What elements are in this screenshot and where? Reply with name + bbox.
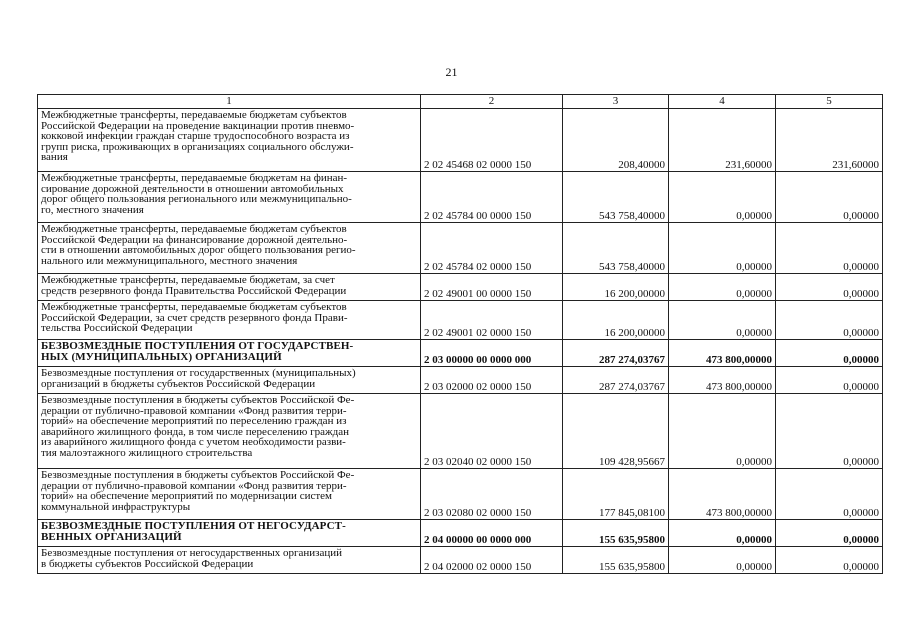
row-description: Межбюджетные трансферты, передаваемые бюджетам субъектов Российской Федерации на финансирование дорожной деятельно- сти в отношении автомобильных дорог общего пользования регио- нального или межмуниципального, местного значения: [38, 223, 421, 274]
row-value-2021: 16 200,00000: [563, 301, 669, 340]
budget-table: [37, 94, 883, 574]
table-row: [38, 469, 883, 520]
table-row: [38, 367, 883, 394]
row-value-2022: 0,00000: [669, 547, 776, 574]
row-description: Межбюджетные трансферты, передаваемые бюджетам, за счет средств резервного фонда Правительства Российской Федерации: [38, 274, 421, 301]
row-value-2021: 16 200,00000: [563, 274, 669, 301]
column-header: 3: [563, 95, 669, 109]
column-header: 5: [776, 95, 883, 109]
row-value-2022: 0,00000: [669, 172, 776, 223]
row-value-2023: 0,00000: [776, 301, 883, 340]
row-value-2021: 155 635,95800: [563, 520, 669, 547]
row-value-2021: 109 428,95667: [563, 394, 669, 469]
row-value-2021: 177 845,08100: [563, 469, 669, 520]
row-code: 2 03 00000 00 0000 000: [421, 340, 563, 367]
column-header: 4: [669, 95, 776, 109]
row-value-2023: 0,00000: [776, 172, 883, 223]
row-value-2021: 287 274,03767: [563, 340, 669, 367]
row-value-2023: 0,00000: [776, 340, 883, 367]
row-code: 2 03 02080 02 0000 150: [421, 469, 563, 520]
row-value-2023: 231,60000: [776, 109, 883, 172]
row-description: Безвозмездные поступления в бюджеты субъектов Российской Фе- дерации от публично-правовой компании «Фонд развития терри- торий» на обеспечение мероприятий по переселению граждан из аварийного жилищного фонда, в том числе переселению граждан из аварийного жилищного фонда с учетом необходимости разви- тия малоэтажного жилищного строительства: [38, 394, 421, 469]
table-row: [38, 547, 883, 574]
row-description: БЕЗВОЗМЕЗДНЫЕ ПОСТУПЛЕНИЯ ОТ НЕГОСУДАРСТ- ВЕННЫХ ОРГАНИЗАЦИЙ: [38, 520, 421, 547]
row-description: Межбюджетные трансферты, передаваемые бюджетам на финан- сирование дорожной деятельности в отношении автомобильных дорог общего пользования регионального или межмуниципально- го, местного значения: [38, 172, 421, 223]
row-value-2022: 0,00000: [669, 274, 776, 301]
column-header: 2: [421, 95, 563, 109]
table-row: [38, 301, 883, 340]
row-description: Безвозмездные поступления от государственных (муниципальных) организаций в бюджеты субъектов Российской Федерации: [38, 367, 421, 394]
row-value-2022: 0,00000: [669, 223, 776, 274]
row-value-2021: 155 635,95800: [563, 547, 669, 574]
row-value-2023: 0,00000: [776, 469, 883, 520]
row-value-2023: 0,00000: [776, 547, 883, 574]
row-code: 2 03 02000 02 0000 150: [421, 367, 563, 394]
row-description: Безвозмездные поступления от негосударственных организаций в бюджеты субъектов Российской Федерации: [38, 547, 421, 574]
row-value-2021: 543 758,40000: [563, 223, 669, 274]
row-value-2022: 231,60000: [669, 109, 776, 172]
row-value-2022: 0,00000: [669, 301, 776, 340]
row-code: 2 02 49001 00 0000 150: [421, 274, 563, 301]
table-row: [38, 274, 883, 301]
table-header-row: [38, 95, 883, 109]
row-value-2023: 0,00000: [776, 520, 883, 547]
table-row: [38, 394, 883, 469]
row-code: 2 04 00000 00 0000 000: [421, 520, 563, 547]
row-value-2022: 473 800,00000: [669, 469, 776, 520]
table-row: [38, 340, 883, 367]
row-description: Межбюджетные трансферты, передаваемые бюджетам субъектов Российской Федерации на проведение вакцинации против пневмо- кокковой инфекции граждан старше трудоспособного возраста из групп риска, проживающих в организациях социального обслужи- вания: [38, 109, 421, 172]
row-description: Межбюджетные трансферты, передаваемые бюджетам субъектов Российской Федерации, за счет средств резервного фонда Прави- тельства Российской Федерации: [38, 301, 421, 340]
row-code: 2 04 02000 02 0000 150: [421, 547, 563, 574]
table-row: [38, 172, 883, 223]
row-code: 2 02 49001 02 0000 150: [421, 301, 563, 340]
row-code: 2 03 02040 02 0000 150: [421, 394, 563, 469]
table-row: [38, 520, 883, 547]
row-description: БЕЗВОЗМЕЗДНЫЕ ПОСТУПЛЕНИЯ ОТ ГОСУДАРСТВЕН- НЫХ (МУНИЦИПАЛЬНЫХ) ОРГАНИЗАЦИЙ: [38, 340, 421, 367]
row-value-2021: 543 758,40000: [563, 172, 669, 223]
row-value-2022: 0,00000: [669, 394, 776, 469]
row-value-2023: 0,00000: [776, 394, 883, 469]
page-number: 21: [445, 65, 458, 79]
row-description: Безвозмездные поступления в бюджеты субъектов Российской Фе- дерации от публично-правовой компании «Фонд развития терри- торий» на обеспечение мероприятий по модернизации систем коммунальной инфраструктуры: [38, 469, 421, 520]
row-code: 2 02 45784 02 0000 150: [421, 223, 563, 274]
table-row: [38, 223, 883, 274]
row-value-2021: 287 274,03767: [563, 367, 669, 394]
row-code: 2 02 45468 02 0000 150: [421, 109, 563, 172]
column-header: 1: [38, 95, 421, 109]
row-value-2023: 0,00000: [776, 223, 883, 274]
table-row: [38, 109, 883, 172]
row-value-2022: 473 800,00000: [669, 367, 776, 394]
row-code: 2 02 45784 00 0000 150: [421, 172, 563, 223]
row-value-2022: 473 800,00000: [669, 340, 776, 367]
row-value-2021: 208,40000: [563, 109, 669, 172]
row-value-2023: 0,00000: [776, 274, 883, 301]
row-value-2023: 0,00000: [776, 367, 883, 394]
row-value-2022: 0,00000: [669, 520, 776, 547]
